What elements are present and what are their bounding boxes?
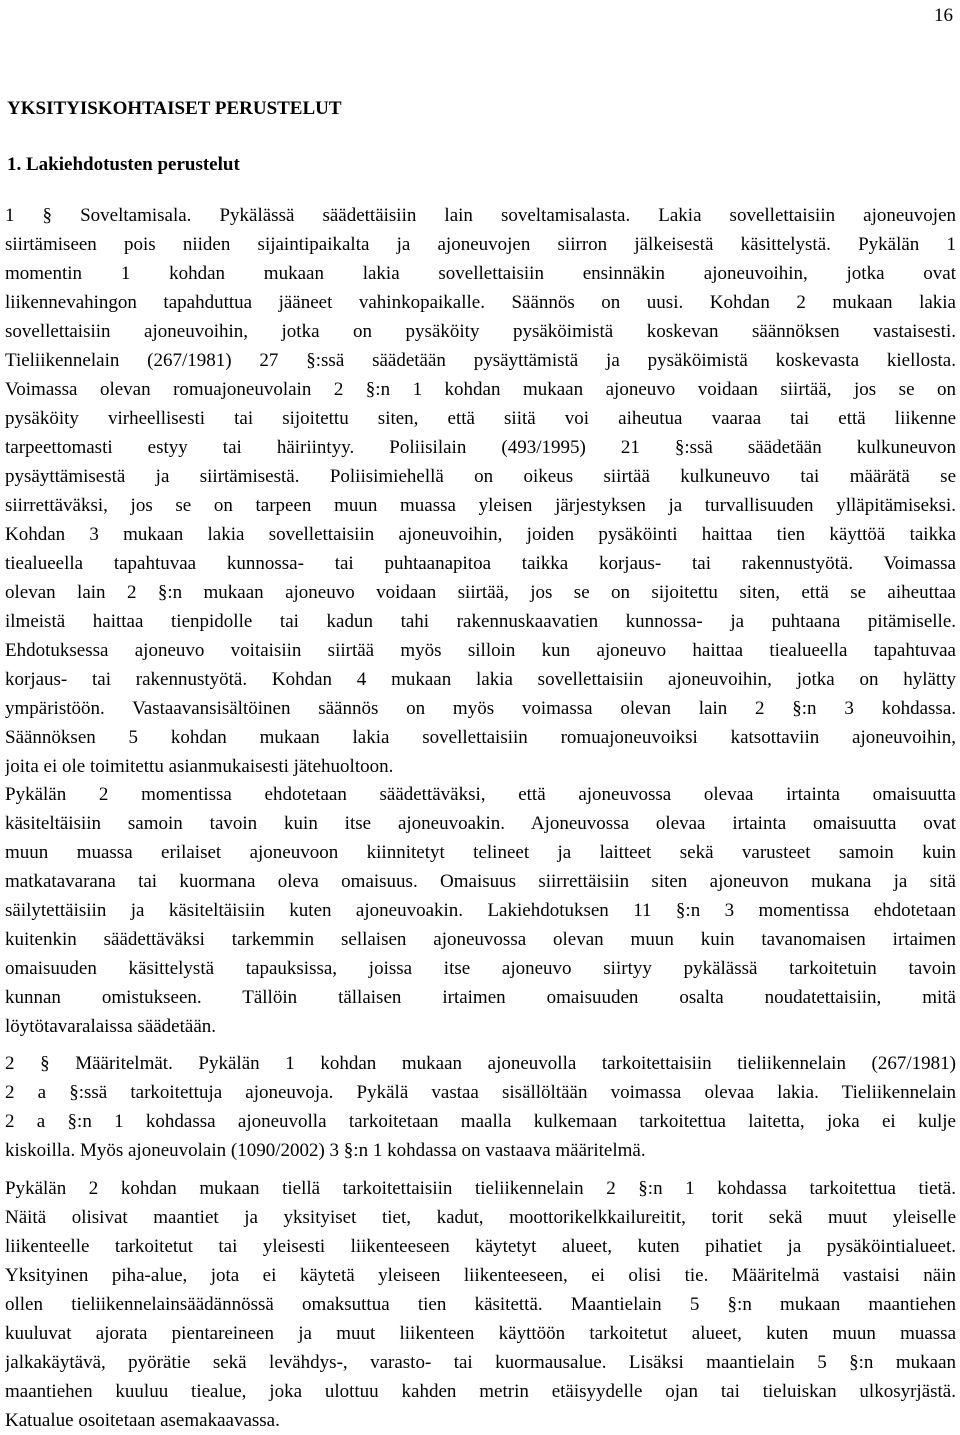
text-line: sovellettaisiin ajoneuvoihin, jotka on pysäköity pysäköimistä koskevan säännöksen vastaisesti. [5,321,956,342]
text-line: tiealueella tapahtuvaa kunnossa- tai puhtaanapitoa taikka korjaus- tai rakennustyötä. Voimassa [5,553,956,574]
text-line: pysäköity virheellisesti tai sijoitettu siten, että siitä voi aiheutua vaaraa tai että liikenne [5,408,956,429]
paragraph-soveltamisala [5,201,956,781]
paragraph-irtain-omaisuus [5,780,956,1041]
text-line: kuitenkin säädettäväksi tarkemmin sellaisen ajoneuvossa olevan muun kuin tavanomaisen irtaimen [5,929,956,950]
text-line: Voimassa olevan romuajoneuvolain 2 §:n 1 kohdan mukaan ajoneuvo voidaan siirtää, jos se on [5,379,956,400]
text-line: Tieliikennelain (267/1981) 27 §:ssä säädetään pysäyttämistä ja pysäköimistä koskevasta kiellosta. [5,350,956,371]
section-subheading: 1. Lakiehdotusten perustelut [7,154,240,175]
text-line: joita ei ole toimitettu asianmukaisesti jätehuoltoon. [5,756,394,777]
text-line: liikenteelle tarkoitetut tai yleisesti liikenteeseen käytetyt alueet, kuten pihatiet ja pysäköintialueet. [5,1236,956,1257]
text-line: 2 a §:n 1 kohdassa ajoneuvolla tarkoitetaan maalla kulkemaan tarkoitettua laitetta, joka ei kulje [5,1111,956,1132]
text-line: olevan lain 2 §:n mukaan ajoneuvo voidaan siirtää, jos se on sijoitettu siten, että se aiheuttaa [5,582,956,603]
paragraph-tie-maaritelma [5,1174,956,1435]
text-line: tarpeettomasti estyy tai häiriintyy. Poliisilain (493/1995) 21 §:ssä säädetään kulkuneuvon [5,437,956,458]
text-line: 2 § Määritelmät. Pykälän 1 kohdan mukaan ajoneuvolla tarkoitettaisiin tieliikennelain (267/1981) [5,1053,956,1074]
page-number: 16 [934,5,953,26]
text-line: käsiteltäisiin samoin tavoin kuin itse ajoneuvoakin. Ajoneuvossa olevaa irtainta omaisuutta ovat [5,813,956,834]
text-line: siirrettäväksi, jos se on tarpeen muun muassa yleisen järjestyksen ja turvallisuuden ylläpitämiseksi. [5,495,956,516]
text-line: Pykälän 2 momentissa ehdotetaan säädettäväksi, että ajoneuvossa olevaa irtainta omaisuutta [5,784,956,805]
text-line: ollen tieliikennelainsäädännössä omaksuttua tien käsitettä. Maantielain 5 §:n mukaan maantiehen [5,1294,956,1315]
text-line: muun muassa erilaiset ajoneuvoon kiinnitetyt telineet ja laitteet sekä varusteet samoin kuin [5,842,956,863]
text-line: maantiehen kuuluu tiealue, joka ulottuu kahden metrin etäisyydelle ojan tai tieluiskan ulkosyrjästä. [5,1381,956,1402]
text-line: 1 § Soveltamisala. Pykälässä säädettäisiin lain soveltamisalasta. Lakia sovellettaisiin ajoneuvojen [5,205,956,226]
text-line: Katualue osoitetaan asemakaavassa. [5,1410,280,1431]
text-line: kiskoilla. Myös ajoneuvolain (1090/2002) 3 §:n 1 kohdassa on vastaava määritelmä. [5,1140,646,1161]
text-line: ympäristöön. Vastaavansisältöinen säännös on myös voimassa olevan lain 2 §:n 3 kohdassa. [5,698,956,719]
text-line: ilmeistä haittaa tienpidolle tai kadun tahi rakennuskaavatien kunnossa- ja puhtaana pitämiselle. [5,611,956,632]
text-line: siirtämiseen pois niiden sijaintipaikalta ja ajoneuvojen siirron jälkeisestä käsittelystä. Pykälän 1 [5,234,956,255]
text-line: Ehdotuksessa ajoneuvo voitaisiin siirtää myös silloin kun ajoneuvo haittaa tiealueella tapahtuvaa [5,640,956,661]
text-line: momentin 1 kohdan mukaan lakia sovellettaisiin ensinnäkin ajoneuvoihin, jotka ovat [5,263,956,284]
text-line: korjaus- tai rakennustyötä. Kohdan 4 mukaan lakia sovellettaisiin ajoneuvoihin, jotka on hylätty [5,669,956,690]
text-line: Yksityinen piha-alue, jota ei käytetä yleiseen liikenteeseen, ei olisi tie. Määritelmä vastaisi näin [5,1265,956,1286]
text-line: kunnan omistukseen. Tällöin tällaisen irtaimen omaisuuden osalta noudatettaisiin, mitä [5,987,956,1008]
text-line: kuuluvat ajorata pientareineen ja muut liikenteen käyttöön tarkoitetut alueet, kuten muun muassa [5,1323,956,1344]
text-line: Pykälän 2 kohdan mukaan tiellä tarkoitettaisiin tieliikennelain 2 §:n 1 kohdassa tarkoitettua tietä. [5,1178,956,1199]
text-line: liikennevahingon tapahduttua jääneet vahinkopaikalle. Säännös on uusi. Kohdan 2 mukaan lakia [5,292,956,313]
text-line: säilytettäisiin ja käsiteltäisiin kuten ajoneuvoakin. Lakiehdotuksen 11 §:n 3 momentissa ehdotetaan [5,900,956,921]
text-line: jalkakäytävä, pyörätie sekä levähdys-, varasto- tai kuormausalue. Lisäksi maantielain 5 §:n mukaan [5,1352,956,1373]
text-line: Kohdan 3 mukaan lakia sovellettaisiin ajoneuvoihin, joiden pysäköinti haittaa tien käyttöä taikka [5,524,956,545]
text-line: omaisuuden käsittelystä tapauksissa, joissa itse ajoneuvo siirtyy pykälässä tarkoitetuin tavoin [5,958,956,979]
text-line: 2 a §:ssä tarkoitettuja ajoneuvoja. Pykälä vastaa sisällöltään voimassa olevaa lakia. Tieliikennelain [5,1082,956,1103]
text-line: Säännöksen 5 kohdan mukaan lakia sovellettaisiin romuajoneuvoiksi katsottaviin ajoneuvoihin, [5,727,956,748]
text-line: matkatavarana tai kuormana oleva omaisuus. Omaisuus siirrettäisiin siten ajoneuvon mukana ja sitä [5,871,956,892]
text-line: pysäyttämisestä ja siirtämisestä. Poliisimiehellä on oikeus siirtää kulkuneuvo tai määrätä se [5,466,956,487]
section-heading: YKSITYISKOHTAISET PERUSTELUT [7,98,342,119]
text-line: Näitä olisivat maantiet ja yksityiset tiet, kadut, moottorikelkkailureitit, torit sekä muut yleiselle [5,1207,956,1228]
paragraph-maaritelmat [5,1049,956,1165]
text-line: löytötavaralaissa säädetään. [5,1016,217,1037]
